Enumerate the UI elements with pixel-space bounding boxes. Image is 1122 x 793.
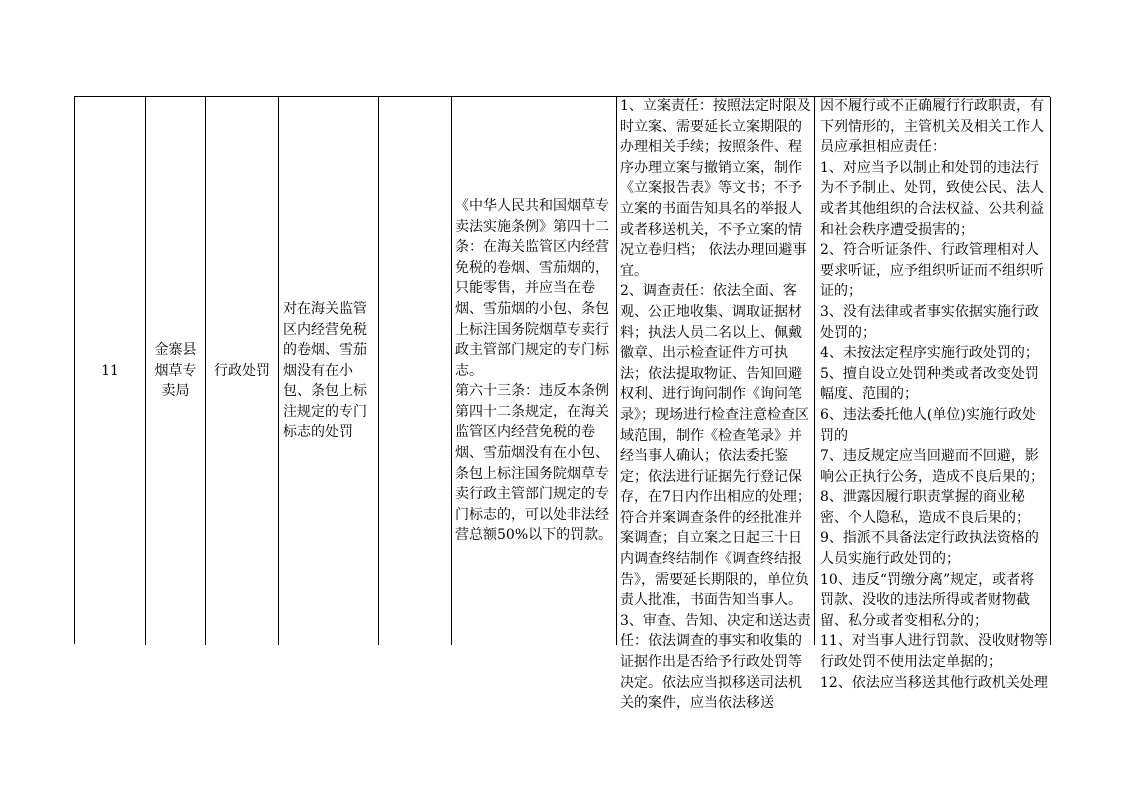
responsibility-item: 3、没有法律或者事实依据实施行政处罚的；	[820, 303, 1039, 341]
responsibility-item: 5、擅自设立处罚种类或者改变处罚幅度、范围的；	[820, 365, 1039, 403]
type-cell	[206, 97, 279, 645]
duties-cell	[617, 97, 815, 712]
responsibility-item: 因不履行或不正确履行行政职责，有下列情形的，主管机关及相关工作人员应承担相应责任：	[820, 98, 1044, 156]
duty-item: 1、立案责任：按照法定时限及时立案、需要延长立案期限的办理相关手续；按照条件、程序办理立案与撤销立案，制作《立案报告表》等文书；不予立案的书面告知具名的举报人或者移送机关，不予立案的情况立卷归档； 依法办理回避事宜。	[620, 98, 811, 279]
duty-item: 2、调查责任：依法全面、客观、公正地收集、调取证据材料；执法人员二名以上、佩戴徽章、出示检查证件方可执法；依法提取物证、告知回避权利、进行询问制作《询问笔录》；现场进行检查注意检查区域范围，制作《检查笔录》并经当事人确认；依法委托鉴定；依法进行证据先行登记保存，在7日内作出相应的处理；符合并案调查条件的经批准并案调查；自立案之日起三十日内调查终结制作《调查终结报告》，需要延长期限的，单位负责人批准，书面告知当事人。	[620, 283, 811, 609]
duty-item: 3、审查、告知、决定和送达责任：依法调查的事实和收集的证据作出是否给予行政处罚等决定。依法应当拟移送司法机关的案件，应当依法移送	[620, 612, 811, 712]
legal-basis	[455, 196, 614, 546]
code-cell	[379, 97, 452, 645]
duties-list	[620, 96, 812, 714]
table-row	[74, 96, 1050, 712]
row-number-cell	[75, 97, 146, 645]
responsibility-item: 2、符合听证条件、行政管理相对人要求听证，应予组织听证而不组织听证的；	[820, 242, 1044, 300]
department-name: 金寨县烟草专卖局	[154, 342, 197, 400]
item-description: 对在海关监管区内经营免税的卷烟、雪茄烟没有在小包、条包上标注规定的专门标志的处罚	[283, 300, 367, 441]
responsibility-item: 4、未按法定程序实施行政处罚的；	[820, 345, 1039, 362]
responsibility-item: 1、对应当予以制止和处罚的违法行为不予制止、处罚，致使公民、法人或者其他组织的合法权益、公共利益和社会秩序遭受损害的；	[820, 159, 1044, 238]
item-cell	[279, 97, 379, 645]
responsibility-cell	[815, 97, 1051, 691]
legal-basis-cell	[452, 97, 617, 645]
responsibility-list	[820, 96, 1048, 693]
responsibility-item: 12、依法应当移送其他行政机关处理	[820, 674, 1048, 691]
legal-basis-paragraph: 《中华人民共和国烟草专卖法实施条例》第四十二条：在海关监管区内经营免税的卷烟、雪茄烟的，只能零售，并应当在卷烟、雪茄烟的小包、条包上标注国务院烟草专卖行政主管部门规定的专门标志。	[455, 197, 609, 379]
responsibility-item: 7、违反规定应当回避而不回避，影响公正执行公务，造成不良后果的；	[820, 448, 1044, 485]
department-cell	[146, 97, 206, 645]
penalty-type: 行政处罚	[214, 362, 270, 379]
responsibility-item: 8、泄露因履行职责掌握的商业秘密、个人隐私，造成不良后果的；	[820, 489, 1030, 526]
row-number: 11	[101, 362, 119, 379]
responsibility-item: 10、违反“罚缴分离”规定，或者将罚款、没收的违法所得或者财物截留、私分或者变相私分的；	[820, 571, 1035, 629]
responsibility-item: 11、对当事人进行罚款、没收财物等行政处罚不使用法定单据的；	[820, 633, 1048, 671]
legal-basis-paragraph: 第六十三条：违反本条例第四十二条规定，在海关监管区内经营免税的卷烟、雪茄烟没有在小包、条包上标注国务院烟草专卖行政主管部门规定的专门标志的，可以处非法经营总额50%以下的罚款。	[455, 383, 613, 544]
responsibility-item: 9、指派不具备法定行政执法资格的人员实施行政处罚的；	[820, 530, 1039, 568]
responsibility-item: 6、违法委托他人(单位)实施行政处罚的	[820, 406, 1036, 444]
